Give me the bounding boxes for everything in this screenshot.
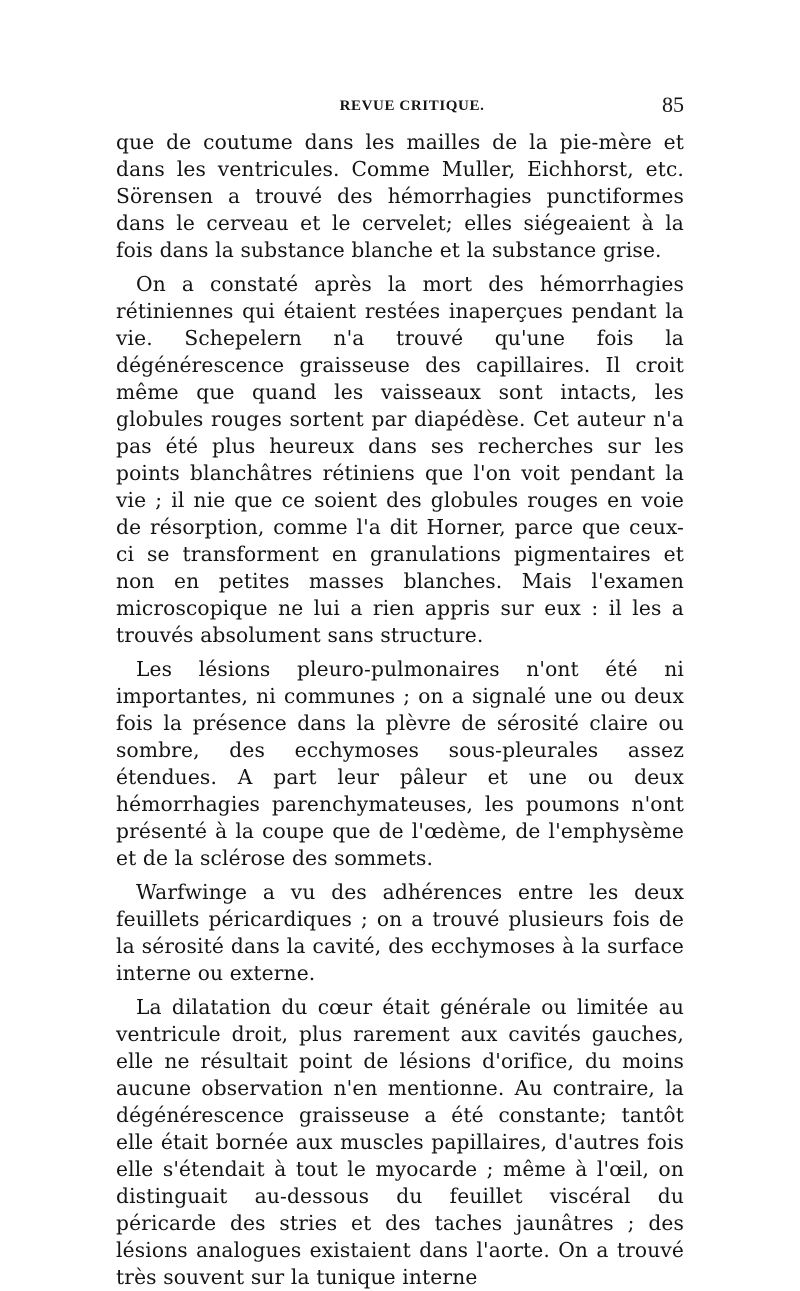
page-number: 85 (662, 92, 684, 117)
running-title: REVUE CRITIQUE. (339, 98, 485, 114)
body-text (116, 129, 684, 1291)
paragraph: On a constaté après la mort des hémorrhagies rétiniennes qui étaient restées inaperçues pendant la vie. Schepelern n'a trouvé qu'une fois la dégénérescence graisseuse des capillaires. Il croit même que quand les vaisseaux sont intacts, les globules rouges sortent par diapédèse. Cet auteur n'a pas été plus heureux dans ses recherches sur les points blanchâtres rétiniens que l'on voit pendant la vie ; il nie que ce soient des globules rouges en voie de résorption, comme l'a dit Horner, parce que ceux-ci se transforment en granulations pigmentaires et non en petites masses blanches. Mais l'examen microscopique ne lui a rien appris sur eux : il les a trouvés absolument sans structure. (116, 272, 684, 647)
paragraph: que de coutume dans les mailles de la pie-mère et dans les ventricules. Comme Muller, Eichhorst, etc. Sörensen a trouvé des hémorrhagies punctiformes dans le cerveau et le cervelet; elles siégeaient à la fois dans la substance blanche et la substance grise. (116, 130, 684, 262)
paragraph: Les lésions pleuro-pulmonaires n'ont été ni importantes, ni communes ; on a signalé une ou deux fois la présence dans la plèvre de sérosité claire ou sombre, des ecchymoses sous-pleurales assez étendues. A part leur pâleur et une ou deux hémorrhagies parenchymateuses, les poumons n'ont présenté à la coupe que de l'œdème, de l'emphysème et de la sclérose des sommets. (116, 657, 684, 870)
paragraph: La dilatation du cœur était générale ou limitée au ventricule droit, plus rarement aux cavités gauches, elle ne résultait point de lésions d'orifice, du moins aucune observation n'en mentionne. Au contraire, la dégénérescence graisseuse a été constante; tantôt elle était bornée aux muscles papillaires, d'autres fois elle s'étendait à tout le myocarde ; même à l'œil, on distinguait au-dessous du feuillet viscéral du péricarde des stries et des taches jaunâtres ; des lésions analogues existaient dans l'aorte. On a trouvé très souvent sur la tunique interne (116, 995, 684, 1289)
running-header (116, 92, 684, 122)
paragraph: Warfwinge a vu des adhérences entre les deux feuillets péricardiques ; on a trouvé plusieurs fois de la sérosité dans la cavité, des ecchymoses à la surface interne ou externe. (116, 880, 684, 985)
